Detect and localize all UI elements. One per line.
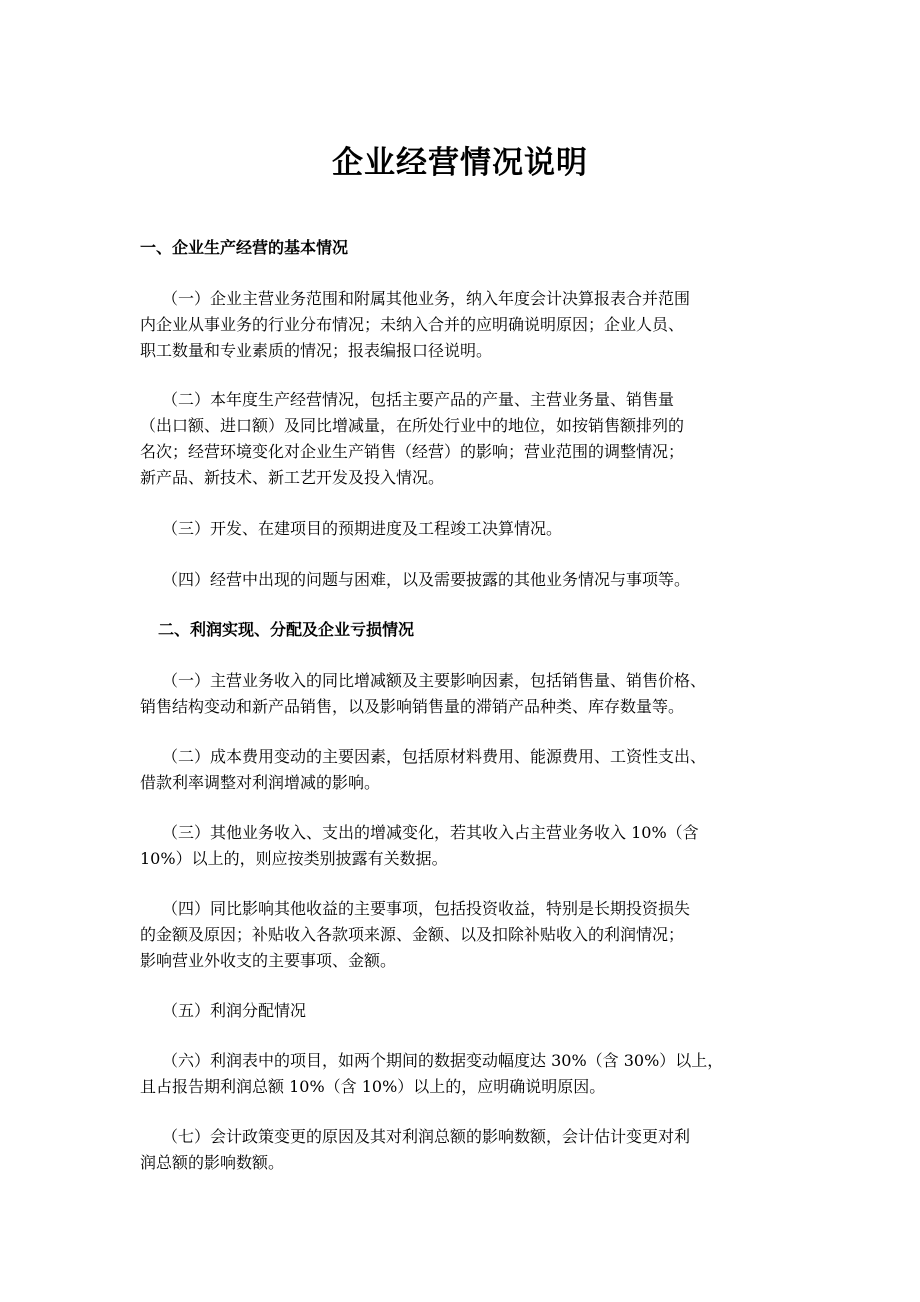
paragraph-2-7 — [140, 1124, 690, 1176]
paragraph-line: 的金额及原因；补贴收入各款项来源、金额、以及扣除补贴收入的利润情况； — [140, 925, 685, 944]
paragraph-line: 销售结构变动和新产品销售，以及影响销售量的滞销产品种类、库存数量等。 — [140, 697, 685, 716]
paragraph-line: 润总额的影响数额。 — [140, 1153, 285, 1172]
paragraph-1-1 — [140, 286, 690, 364]
paragraph-2-5 — [140, 998, 306, 1024]
paragraph-line: 影响营业外收支的主要事项、金额。 — [140, 951, 397, 970]
paragraph-line: 职工数量和专业素质的情况；报表编报口径说明。 — [140, 341, 493, 360]
paragraph-line: （一）企业主营业务范围和附属其他业务，纳入年度会计决算报表合并范围 — [162, 289, 691, 308]
section-heading-1: 一、企业生产经营的基本情况 — [140, 238, 349, 257]
paragraph-line: 10%）以上的，则应按类别披露有关数据。 — [140, 849, 448, 868]
paragraph-line: （二）本年度生产经营情况，包括主要产品的产量、主营业务量、销售量 — [162, 390, 675, 409]
paragraph-line: 内企业从事业务的行业分布情况；未纳入合并的应明确说明原因；企业人员、 — [140, 315, 685, 334]
section-heading-2: 二、利润实现、分配及企业亏损情况 — [158, 620, 415, 639]
paragraph-1-4 — [140, 567, 690, 593]
paragraph-2-2 — [140, 744, 706, 796]
page-title: 企业经营情况说明 — [332, 145, 588, 181]
paragraph-1-2 — [140, 387, 684, 491]
paragraph-line: （四）同比影响其他收益的主要事项，包括投资收益，特别是长期投资损失 — [162, 899, 691, 918]
paragraph-line: （二）成本费用变动的主要因素，包括原材料费用、能源费用、工资性支出、 — [162, 747, 707, 766]
paragraph-line: 名次；经营环境变化对企业生产销售（经营）的影响；营业范围的调整情况； — [140, 442, 685, 461]
paragraph-2-1 — [140, 668, 706, 720]
paragraph-line: （三）开发、在建项目的预期进度及工程竣工决算情况。 — [162, 519, 563, 538]
paragraph-line: （出口额、进口额）及同比增减量，在所处行业中的地位，如按销售额排列的 — [140, 416, 685, 435]
paragraph-line: （七）会计政策变更的原因及其对利润总额的影响数额，会计估计变更对利 — [162, 1127, 691, 1146]
paragraph-line: （一）主营业务收入的同比增减额及主要影响因素，包括销售量、销售价格、 — [162, 671, 707, 690]
paragraph-2-4 — [140, 896, 690, 974]
paragraph-line: 新产品、新技术、新工艺开发及投入情况。 — [140, 468, 445, 487]
paragraph-line: （五）利润分配情况 — [162, 1001, 307, 1020]
paragraph-2-6 — [140, 1048, 723, 1100]
paragraph-2-3 — [140, 820, 699, 872]
paragraph-line: 且占报告期利润总额 10%（含 10%）以上的，应明确说明原因。 — [140, 1077, 606, 1096]
paragraph-line: 借款利率调整对利润增减的影响。 — [140, 773, 381, 792]
paragraph-1-3 — [140, 516, 562, 542]
paragraph-line: （三）其他业务收入、支出的增减变化，若其收入占主营业务收入 10%（含 — [162, 823, 699, 842]
paragraph-line: （六）利润表中的项目，如两个期间的数据变动幅度达 30%（含 30%）以上， — [162, 1051, 724, 1070]
paragraph-line: （四）经营中出现的问题与困难，以及需要披露的其他业务情况与事项等。 — [162, 570, 691, 589]
